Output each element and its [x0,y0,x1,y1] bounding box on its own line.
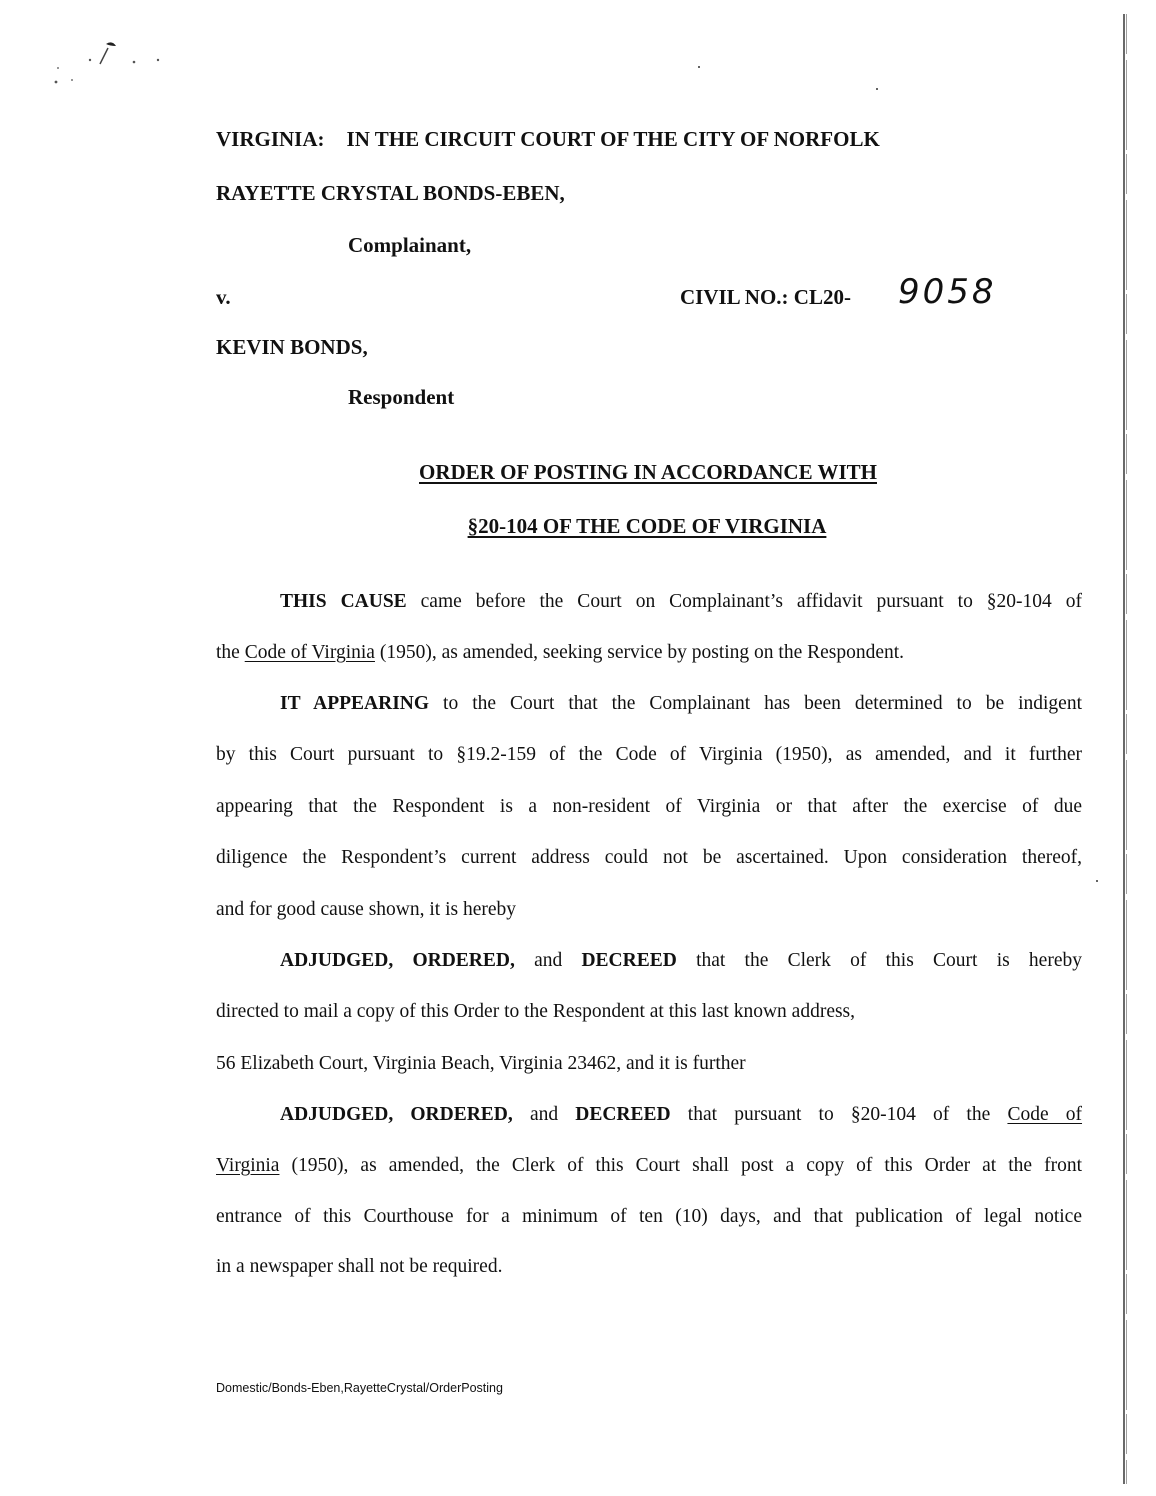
jurisdiction-label: VIRGINIA: [216,127,325,151]
code-citation: Code of Virginia [244,642,375,663]
civil-number [680,285,851,310]
respondent-address: 56 Elizabeth Court, Virginia Beach, Virginia 23462, and it is further [216,1053,746,1074]
paragraph-3-line-2: directed to mail a copy of this Order to the Respondent at this last known address, [216,1001,856,1022]
complainant-role: Complainant, [348,233,472,257]
paragraph-2-line-4: diligence the Respondent’s current address could not be ascertained. Upon consideration thereof, [216,847,1082,868]
versus-label: v. [216,285,231,309]
respondent-role: Respondent [348,385,455,409]
respondent-name: KEVIN BONDS, [216,335,368,359]
code-citation: Code of [1007,1104,1083,1125]
paragraph-4-line-1: ADJUDGED, ORDERED, and DECREED that pursuant to §20-104 of the Code of [280,1104,1083,1125]
order-title-line-2: §20-104 OF THE CODE OF VIRGINIA [467,514,827,538]
paragraph-2-line-5: and for good cause shown, it is hereby [216,899,517,920]
complainant-name: RAYETTE CRYSTAL BONDS-EBEN, [216,181,565,205]
paragraph-2-line-1: IT APPEARING to the Court that the Complainant has been determined to be indigent [280,693,1082,714]
paragraph-4-line-3: entrance of this Courthouse for a minimum of ten (10) days, and that publication of legal notice [216,1206,1082,1227]
paragraph-3-line-1: ADJUDGED, ORDERED, and DECREED that the Clerk of this Court is hereby [280,950,1082,971]
handwritten-case-number: 9058 [898,272,997,312]
lead-words: IT APPEARING [280,693,430,714]
scan-smudge-artifact [48,36,168,96]
paragraph-2-line-2: by this Court pursuant to §19.2-159 of the Code of Virginia (1950), as amended, and it further [216,744,1082,765]
civil-number-label: CIVIL NO.: [680,285,789,309]
court-name: IN THE CIRCUIT COURT OF THE CITY OF NORFOLK [346,127,880,151]
civil-number-prefix: CL20- [793,285,851,309]
court-heading [216,127,880,152]
paragraph-1-line-2: the Code of Virginia (1950), as amended, seeking service by posting on the Respondent. [216,642,905,663]
scan-edge-artifact [1122,14,1128,1484]
scan-speck [876,88,878,90]
order-title-line-1: ORDER OF POSTING IN ACCORDANCE WITH [419,460,877,484]
document-footer-path: Domestic/Bonds-Eben,RayetteCrystal/OrderPosting [216,1381,503,1395]
scan-speck [698,66,700,68]
paragraph-2-line-3: appearing that the Respondent is a non-resident of Virginia or that after the exercise of due [216,796,1082,817]
paragraph-1-line-1: THIS CAUSE came before the Court on Complainant’s affidavit pursuant to §20-104 of [280,591,1082,612]
code-citation: Virginia [216,1155,280,1176]
paragraph-4-line-2: Virginia (1950), as amended, the Clerk of this Court shall post a copy of this Order at the front [216,1155,1083,1176]
scan-speck [1096,880,1098,882]
paragraph-4-line-4: in a newspaper shall not be required. [216,1256,503,1277]
lead-words: THIS CAUSE [280,591,407,612]
